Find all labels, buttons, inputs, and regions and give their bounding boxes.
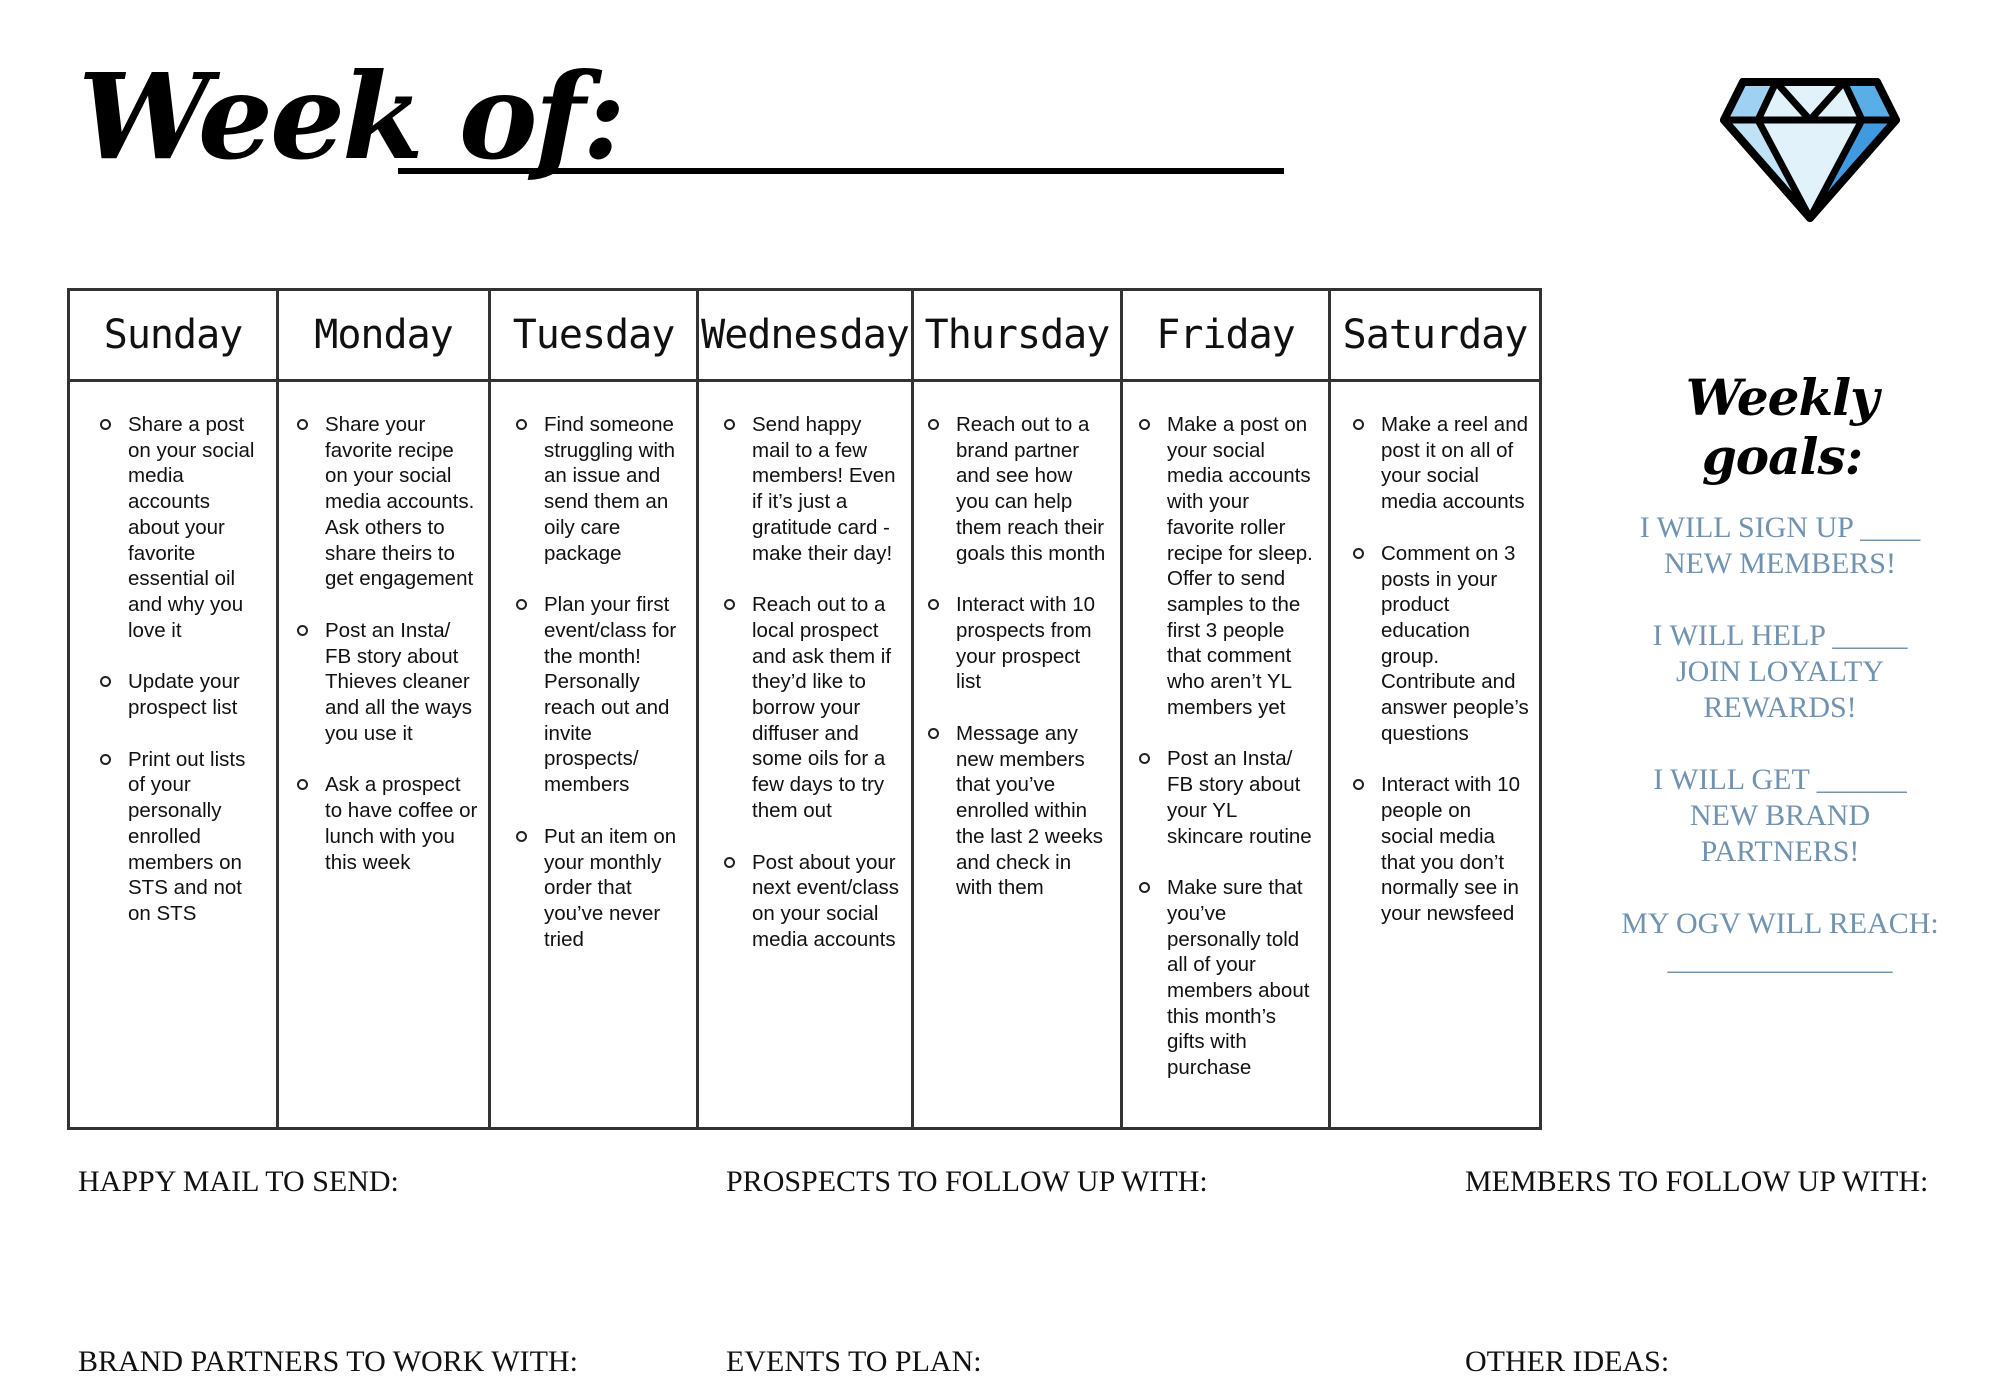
page-title: Week of: [78, 47, 623, 186]
task-list [724, 412, 911, 952]
task-list [100, 412, 276, 927]
day-header-thursday: Thursday [913, 290, 1122, 381]
task-item: Share a post on your social media accounts about your favorite essential oil and why you love it [100, 412, 266, 643]
day-header-sunday: Sunday [69, 290, 278, 381]
day-cell-wednesday [698, 381, 913, 1129]
happy-mail-heading: HAPPY MAIL TO SEND: [78, 1165, 399, 1198]
task-item: Ask a prospect to have coffee or lunch with you this week [297, 772, 478, 875]
task-item: Plan your first event/class for the month! Personally reach out and invite prospects/ members [516, 592, 686, 798]
day-header-saturday: Saturday [1330, 290, 1541, 381]
task-item: Find someone struggling with an issue and send them an oily care package [516, 412, 686, 566]
goal-item: I WILL SIGN UP ____ NEW MEMBERS! [1639, 511, 1921, 580]
task-item: Reach out to a brand partner and see how you can help them reach their goals this month [928, 412, 1110, 566]
day-header-monday: Monday [278, 290, 490, 381]
day-cell-thursday [913, 381, 1122, 1129]
goal-item: I WILL GET ______ NEW BRAND PARTNERS! [1653, 763, 1907, 868]
weekly-goals-title: Weekly goals: [1685, 368, 1879, 486]
task-item: Share your favorite recipe on your social media accounts. Ask others to share theirs to get engagement [297, 412, 478, 592]
day-header-tuesday: Tuesday [490, 290, 698, 381]
day-header-friday: Friday [1122, 290, 1330, 381]
task-item: Post an Insta/ FB story about Thieves cleaner and all the ways you use it [297, 618, 478, 747]
task-list [297, 412, 488, 875]
goal-item: I WILL HELP _____ JOIN LOYALTY REWARDS! [1652, 619, 1908, 724]
task-list [1139, 412, 1328, 1081]
task-item: Post about your next event/class on your social media accounts [724, 850, 901, 953]
week-of-blank-line [398, 168, 1284, 174]
day-cell-tuesday [490, 381, 698, 1129]
tasks-row [69, 381, 1541, 1129]
day-header-row [69, 290, 1541, 381]
task-item: Interact with 10 people on social media that you don’t normally see in your newsfeed [1353, 772, 1529, 926]
day-cell-sunday [69, 381, 278, 1129]
day-header-wednesday: Wednesday [698, 290, 913, 381]
task-item: Print out lists of your personally enrolled members on STS and not on STS [100, 747, 266, 927]
task-item: Make a reel and post it on all of your social media accounts [1353, 412, 1529, 515]
task-item: Update your prospect list [100, 669, 266, 720]
diamond-icon [1718, 76, 1902, 224]
task-item: Comment on 3 posts in your product education group. Contribute and answer people’s questions [1353, 541, 1529, 747]
day-cell-saturday [1330, 381, 1541, 1129]
other-ideas-heading: OTHER IDEAS: [1465, 1345, 1670, 1378]
weekly-goals-list [1590, 510, 1970, 1014]
day-cell-friday [1122, 381, 1330, 1129]
weekly-calendar-table [67, 288, 1542, 1130]
task-list [928, 412, 1120, 901]
members-heading: MEMBERS TO FOLLOW UP WITH: [1465, 1165, 1929, 1198]
prospects-heading: PROSPECTS TO FOLLOW UP WITH: [726, 1165, 1208, 1198]
day-cell-monday [278, 381, 490, 1129]
goal-item: MY OGV WILL REACH: _______________ [1621, 907, 1939, 976]
task-item: Message any new members that you’ve enrolled within the last 2 weeks and check in with them [928, 721, 1110, 901]
task-item: Interact with 10 prospects from your prospect list [928, 592, 1110, 695]
task-item: Make a post on your social media accounts with your favorite roller recipe for sleep. Offer to send samples to the first 3 people that comment who aren’t YL members yet [1139, 412, 1318, 720]
task-item: Send happy mail to a few members! Even if it’s just a gratitude card - make their day! [724, 412, 901, 566]
task-item: Post an Insta/ FB story about your YL skincare routine [1139, 746, 1318, 849]
task-item: Put an item on your monthly order that you’ve never tried [516, 824, 686, 953]
brand-partners-heading: BRAND PARTNERS TO WORK WITH: [78, 1345, 578, 1378]
task-item: Reach out to a local prospect and ask them if they’d like to borrow your diffuser and some oils for a few days to try them out [724, 592, 901, 823]
task-item: Make sure that you’ve personally told all of your members about this month’s gifts with purchase [1139, 875, 1318, 1081]
events-heading: EVENTS TO PLAN: [726, 1345, 982, 1378]
task-list [1353, 412, 1539, 927]
task-list [516, 412, 696, 952]
